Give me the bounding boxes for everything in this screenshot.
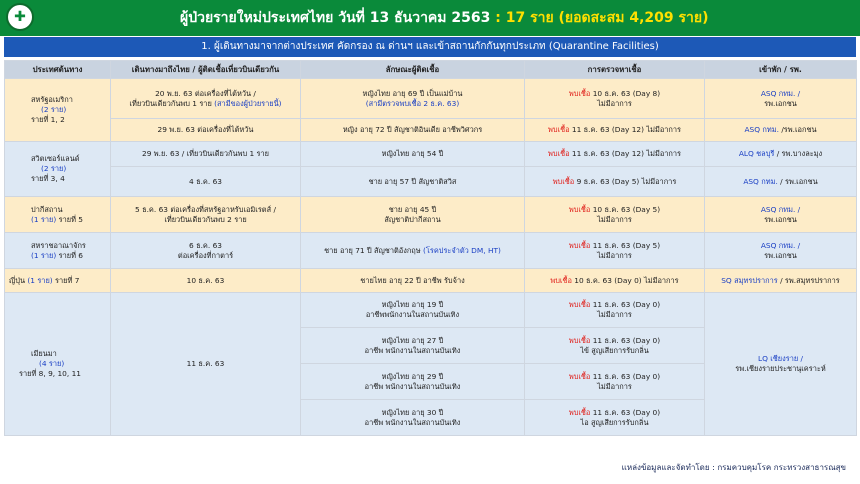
col-header-characteristics: ลักษณะผู้ติดเชื้อ xyxy=(301,61,525,79)
travel-cell: 29 พ.ย. 63 / เที่ยวบินเดียวกันพบ 1 ราย xyxy=(111,142,301,167)
test-cell: พบเชื้อ 11 ธ.ค. 63 (Day 0) ไม่มีอาการ xyxy=(525,293,705,328)
header-bar xyxy=(0,0,860,36)
travel-cell: 29 พ.ย. 63 ต่อเครื่องที่ไต้หวัน xyxy=(111,119,301,142)
characteristics-cell: หญิงไทย อายุ 29 ปี อาชีพ พนักงานในสถานบันเทิง xyxy=(301,364,525,400)
test-cell: พบเชื้อ 11 ธ.ค. 63 (Day 12) ไม่มีอาการ xyxy=(525,142,705,167)
country-cell: ปากีสถาน (1 ราย) รายที่ 5 xyxy=(5,197,111,233)
table-row xyxy=(5,197,857,233)
travel-cell: 10 ธ.ค. 63 xyxy=(111,269,301,293)
table-row xyxy=(5,142,857,167)
travel-cell: 20 พ.ย. 63 ต่อเครื่องที่ไต้หวัน / เที่ยวบินเดียวกันพบ 1 ราย (สามีของผู้ป่วยรายนี้) xyxy=(111,79,301,119)
hospital-cell: LQ เชียงราย / รพ.เชียงรายประชานุเคราะห์ xyxy=(705,293,857,436)
title-main: ผู้ป่วยรายใหม่ประเทศไทย วันที่ 13 ธันวาคม 2563 xyxy=(180,10,491,26)
country-cell: ญี่ปุ่น (1 ราย) รายที่ 7 xyxy=(5,269,111,293)
col-header-hospital: เข้าพัก / รพ. xyxy=(705,61,857,79)
table-header-row xyxy=(5,61,857,79)
col-header-test: การตรวจหาเชื้อ xyxy=(525,61,705,79)
travel-cell: 6 ธ.ค. 63 ต่อเครื่องที่กาตาร์ xyxy=(111,233,301,269)
characteristics-cell: ชายไทย อายุ 22 ปี อาชีพ รับจ้าง xyxy=(301,269,525,293)
characteristics-cell: หญิงไทย อายุ 30 ปี อาชีพ พนักงานในสถานบันเทิง xyxy=(301,400,525,436)
table-row xyxy=(5,79,857,119)
test-cell: พบเชื้อ 11 ธ.ค. 63 (Day 0) ไข้ สูญเสียการรับกลิ่น xyxy=(525,328,705,364)
table-row xyxy=(5,119,857,142)
test-cell: พบเชื้อ 11 ธ.ค. 63 (Day 12) ไม่มีอาการ xyxy=(525,119,705,142)
travel-cell: 4 ธ.ค. 63 xyxy=(111,167,301,197)
characteristics-cell: หญิงไทย อายุ 69 ปี เป็นแม่บ้าน (สามีตรวจพบเชื้อ 2 ธ.ค. 63) xyxy=(301,79,525,119)
test-cell: พบเชื้อ 9 ธ.ค. 63 (Day 5) ไม่มีอาการ xyxy=(525,167,705,197)
test-cell: พบเชื้อ 10 ธ.ค. 63 (Day 0) ไม่มีอาการ xyxy=(525,269,705,293)
test-cell: พบเชื้อ 11 ธ.ค. 63 (Day 0) ไอ สูญเสียการรับกลิ่น xyxy=(525,400,705,436)
travel-cell: 11 ธ.ค. 63 xyxy=(111,293,301,436)
hospital-cell: SQ สมุทรปราการ / รพ.สมุทรปราการ xyxy=(705,269,857,293)
col-header-travel: เดินทางมาถึงไทย / ผู้ติดเชื้อเที่ยวบินเดียวกัน xyxy=(111,61,301,79)
hospital-cell: ASQ กทม. /รพ.เอกชน xyxy=(705,119,857,142)
hospital-cell: ASQ กทม. / รพ.เอกชน xyxy=(705,197,857,233)
country-cell: สหราชอาณาจักร (1 ราย) รายที่ 6 xyxy=(5,233,111,269)
hospital-cell: ASQ กทม. / รพ.เอกชน xyxy=(705,167,857,197)
table-row xyxy=(5,167,857,197)
travel-cell: 5 ธ.ค. 63 ต่อเครื่องที่สหรัฐอาหรับเอมิเรตส์ / เที่ยวบินเดียวกันพบ 2 ราย xyxy=(111,197,301,233)
table-row xyxy=(5,269,857,293)
country-cell: สหรัฐอเมริกา (2 ราย) รายที่ 1, 2 xyxy=(5,79,111,142)
characteristics-cell: หญิงไทย อายุ 19 ปี อาชีพพนักงานในสถานบันเทิง xyxy=(301,293,525,328)
hospital-cell: ASQ กทม. / รพ.เอกชน xyxy=(705,233,857,269)
title-highlight: : 17 ราย (ยอดสะสม 4,209 ราย) xyxy=(490,10,709,26)
test-cell: พบเชื้อ 10 ธ.ค. 63 (Day 5) ไม่มีอาการ xyxy=(525,197,705,233)
page-title xyxy=(180,7,709,29)
test-cell: พบเชื้อ 11 ธ.ค. 63 (Day 0) ไม่มีอาการ xyxy=(525,364,705,400)
test-cell: พบเชื้อ 11 ธ.ค. 63 (Day 5) ไม่มีอาการ xyxy=(525,233,705,269)
cases-table xyxy=(4,60,857,436)
table-row xyxy=(5,293,857,328)
country-cell: เมียนมา (4 ราย) รายที่ 8, 9, 10, 11 xyxy=(5,293,111,436)
section-subheader: 1. ผู้เดินทางมาจากต่างประเทศ คัดกรอง ณ ด่านฯ และเข้าสถานกักกันทุกประเภท (Quarantine Facilities) xyxy=(4,37,856,57)
characteristics-cell: หญิงไทย อายุ 54 ปี xyxy=(301,142,525,167)
characteristics-cell: หญิงไทย อายุ 27 ปี อาชีพ พนักงานในสถานบันเทิง xyxy=(301,328,525,364)
characteristics-cell: ชาย อายุ 45 ปี สัญชาติปากีสถาน xyxy=(301,197,525,233)
hospital-cell: ALQ ชลบุรี / รพ.บางละมุง xyxy=(705,142,857,167)
ministry-logo-icon: ✚ xyxy=(6,3,34,31)
col-header-country: ประเทศต้นทาง xyxy=(5,61,111,79)
characteristics-cell: ชาย อายุ 71 ปี สัญชาติอังกฤษ (โรคประจำตัว DM, HT) xyxy=(301,233,525,269)
country-cell: สวิตเซอร์แลนด์ (2 ราย) รายที่ 3, 4 xyxy=(5,142,111,197)
characteristics-cell: ชาย อายุ 57 ปี สัญชาติสวิส xyxy=(301,167,525,197)
characteristics-cell: หญิง อายุ 72 ปี สัญชาติอินเดีย อาชีพวิศวกร xyxy=(301,119,525,142)
source-footer: แหล่งข้อมูลและจัดทำโดย : กรมควบคุมโรค กระทรวงสาธารณสุข xyxy=(621,463,846,472)
test-cell: พบเชื้อ 10 ธ.ค. 63 (Day 8) ไม่มีอาการ xyxy=(525,79,705,119)
table-row xyxy=(5,233,857,269)
hospital-cell: ASQ กทม. / รพ.เอกชน xyxy=(705,79,857,119)
